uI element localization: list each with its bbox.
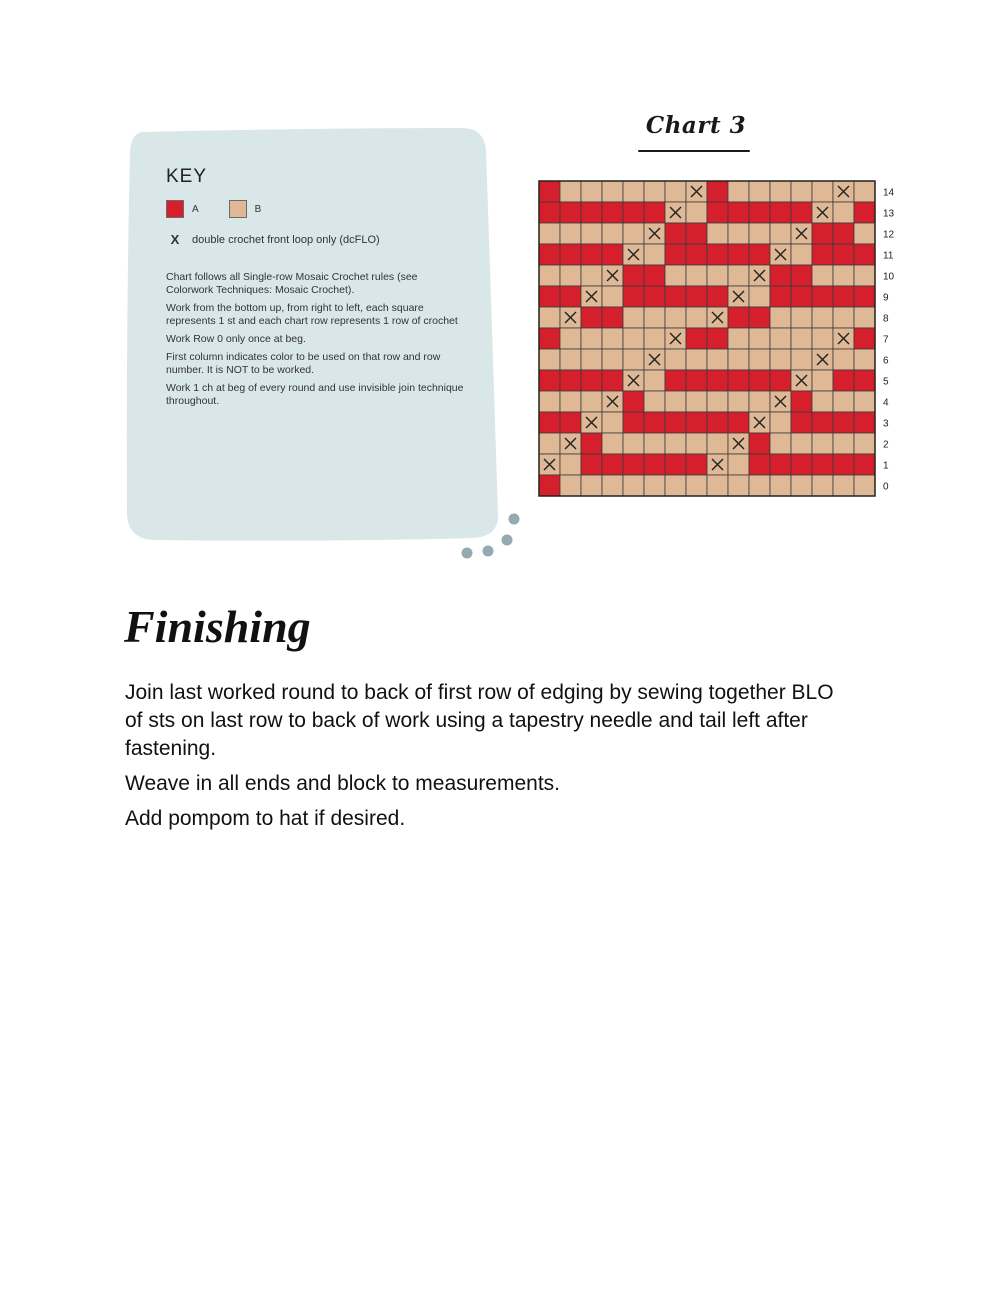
chart-cell [791, 475, 812, 496]
chart-cell [686, 475, 707, 496]
key-title: KEY [166, 166, 208, 187]
chart-cell [812, 286, 833, 307]
x-description: double crochet front loop only (dcFLO) [192, 233, 380, 246]
chart-cell [854, 307, 875, 328]
chart-cell [623, 391, 644, 412]
chart-cell [833, 412, 854, 433]
chart-cell [833, 454, 854, 475]
section-heading: Finishing [124, 601, 311, 652]
chart-cell [770, 202, 791, 223]
chart-row-label: 7 [883, 334, 889, 346]
chart-cell [833, 223, 854, 244]
chart-cell [854, 433, 875, 454]
chart-cell [623, 349, 644, 370]
decorative-dot [502, 535, 513, 546]
chart-cell [854, 454, 875, 475]
chart-cell [686, 370, 707, 391]
chart-cell [728, 475, 749, 496]
key-content [166, 166, 466, 413]
chart-cell [539, 433, 560, 454]
chart-cell [791, 244, 812, 265]
chart-cell [602, 475, 623, 496]
swatch-b [229, 200, 247, 218]
chart-cell [581, 244, 602, 265]
chart-row-label: 5 [883, 376, 889, 388]
chart-cell [728, 349, 749, 370]
chart-cell [728, 328, 749, 349]
chart-cell [854, 286, 875, 307]
chart-cell [539, 202, 560, 223]
chart-cell [539, 244, 560, 265]
decorative-dot [509, 514, 520, 525]
finishing-paragraph: Add pompom to hat if desired. [125, 807, 406, 830]
chart-cell [686, 223, 707, 244]
chart-cell [623, 307, 644, 328]
chart-cell [707, 349, 728, 370]
chart-cell [644, 370, 665, 391]
chart-cell [812, 265, 833, 286]
chart-cell [791, 433, 812, 454]
chart-cell [539, 286, 560, 307]
chart-cell [665, 370, 686, 391]
chart-cell [749, 202, 770, 223]
chart-cell [686, 202, 707, 223]
chart-cell [665, 286, 686, 307]
chart-cell [602, 454, 623, 475]
chart-cell [665, 475, 686, 496]
chart-cell [602, 181, 623, 202]
chart-cell [791, 391, 812, 412]
chart-cell [539, 370, 560, 391]
chart-cell [770, 307, 791, 328]
chart-cell [539, 391, 560, 412]
chart-cell [833, 370, 854, 391]
chart-cell [602, 433, 623, 454]
chart-cell [791, 286, 812, 307]
chart-cell [665, 307, 686, 328]
chart-cell [686, 412, 707, 433]
chart-cell [707, 286, 728, 307]
chart-cell [812, 391, 833, 412]
chart-cell [539, 265, 560, 286]
chart-cell [770, 412, 791, 433]
chart-cell [665, 181, 686, 202]
chart-cell [854, 223, 875, 244]
chart-cell [581, 307, 602, 328]
chart-cell [665, 391, 686, 412]
chart-cell [812, 328, 833, 349]
chart-cell [812, 454, 833, 475]
key-swatches [166, 198, 466, 220]
chart-cell [686, 454, 707, 475]
chart-cell [770, 370, 791, 391]
chart-cell [686, 328, 707, 349]
chart-cell [854, 475, 875, 496]
chart-cell [770, 328, 791, 349]
chart-cell [770, 181, 791, 202]
chart-cell [854, 370, 875, 391]
chart-cell [581, 454, 602, 475]
chart-cell [539, 223, 560, 244]
chart-cell [560, 454, 581, 475]
chart-cell [560, 202, 581, 223]
chart-cell [749, 370, 770, 391]
chart-cell [791, 265, 812, 286]
finishing-paragraph: Weave in all ends and block to measurements. [125, 772, 561, 795]
chart-cell [833, 202, 854, 223]
chart-cell [686, 349, 707, 370]
chart-cell [623, 412, 644, 433]
chart-cell [644, 307, 665, 328]
chart-cell [707, 202, 728, 223]
chart-cell [749, 286, 770, 307]
decorative-dot [462, 548, 473, 559]
chart-cell [644, 454, 665, 475]
chart-cell [581, 433, 602, 454]
chart-cell [707, 181, 728, 202]
chart-cell [770, 265, 791, 286]
chart-cell [854, 328, 875, 349]
chart-row-label: 4 [883, 397, 889, 409]
chart-cell [707, 370, 728, 391]
chart-cell [665, 433, 686, 454]
chart-cell [539, 349, 560, 370]
chart-cell [665, 265, 686, 286]
chart-cell [644, 475, 665, 496]
chart-cell [791, 454, 812, 475]
chart-cell [728, 181, 749, 202]
chart-cell [581, 202, 602, 223]
chart-cell [560, 244, 581, 265]
chart-cell [623, 454, 644, 475]
chart-cell [623, 265, 644, 286]
chart-row-label: 10 [883, 271, 895, 283]
chart-cell [581, 223, 602, 244]
chart-cell [749, 181, 770, 202]
chart-cell [833, 391, 854, 412]
chart-title: Chart 3 [645, 112, 747, 139]
chart-cell [623, 475, 644, 496]
chart-cell [749, 433, 770, 454]
chart-cell [728, 265, 749, 286]
chart-cell [707, 475, 728, 496]
chart-cell [560, 223, 581, 244]
chart-cell [770, 475, 791, 496]
chart-cell [602, 286, 623, 307]
chart-cell [581, 475, 602, 496]
chart-cell [560, 349, 581, 370]
chart-cell [833, 265, 854, 286]
chart-row-label: 2 [883, 439, 889, 451]
chart-cell [581, 328, 602, 349]
chart-cell [749, 307, 770, 328]
chart-cell [602, 412, 623, 433]
chart-cell [854, 244, 875, 265]
chart-cell [707, 244, 728, 265]
chart-cell [602, 223, 623, 244]
finishing-body [125, 679, 845, 840]
chart-cell [749, 475, 770, 496]
chart-cell [539, 412, 560, 433]
chart-row-label: 6 [883, 355, 889, 367]
chart-cell [833, 286, 854, 307]
chart-cell [770, 286, 791, 307]
chart-cell [728, 307, 749, 328]
chart-cell [539, 475, 560, 496]
chart-cell [686, 307, 707, 328]
chart-cell [833, 475, 854, 496]
chart-cell [791, 181, 812, 202]
swatch-a-label: A [192, 203, 199, 215]
chart-cell [791, 307, 812, 328]
chart-cell [833, 307, 854, 328]
chart-cell [560, 181, 581, 202]
key-note: Work 1 ch at beg of every round and use invisible join technique throughout. [166, 382, 464, 407]
chart-cell [665, 244, 686, 265]
chart-cell [854, 265, 875, 286]
chart-cell [644, 181, 665, 202]
chart-cell [602, 244, 623, 265]
chart-cell [854, 391, 875, 412]
chart-cell [854, 181, 875, 202]
chart-cell [707, 391, 728, 412]
chart-cell [560, 412, 581, 433]
x-symbol: X [170, 232, 180, 247]
chart-cell [686, 391, 707, 412]
chart-cell [770, 433, 791, 454]
chart-cell [539, 328, 560, 349]
chart-cell [707, 433, 728, 454]
chart-row-label: 14 [883, 187, 895, 199]
key-panel [124, 126, 500, 544]
chart-row-label: 12 [883, 229, 895, 241]
chart-cell [560, 475, 581, 496]
chart-cell [728, 391, 749, 412]
chart-cell [602, 307, 623, 328]
chart-cell [728, 202, 749, 223]
swatch-b-label: B [254, 203, 262, 215]
swatch-a [166, 200, 184, 218]
chart-row-label: 9 [883, 292, 889, 304]
chart-cell [833, 349, 854, 370]
chart-cell [707, 412, 728, 433]
chart-cell [665, 223, 686, 244]
key-note: First column indicates color to be used on that row and row number. It is NOT to be worked. [166, 351, 441, 376]
chart-cell [623, 202, 644, 223]
chart-cell [560, 265, 581, 286]
chart-row-label: 11 [883, 250, 894, 262]
chart-cell [728, 370, 749, 391]
chart-cell [581, 181, 602, 202]
chart-cell [770, 349, 791, 370]
chart-cell [707, 223, 728, 244]
key-note: Work from the bottom up, from right to left, each square represents 1 st and each chart row represents 1 row of crochet [166, 302, 458, 327]
chart-cell [812, 223, 833, 244]
chart-cell [791, 328, 812, 349]
chart-cell [812, 244, 833, 265]
chart-title-underline [638, 150, 750, 152]
key-x-row [166, 232, 466, 247]
chart-cell [560, 391, 581, 412]
chart-cell [791, 202, 812, 223]
chart-cell [581, 265, 602, 286]
chart-cell [728, 223, 749, 244]
chart-cell [623, 328, 644, 349]
chart-cell [623, 433, 644, 454]
chart-row-label: 13 [883, 208, 895, 220]
chart-cell [707, 328, 728, 349]
chart-cell [581, 391, 602, 412]
chart-cell [602, 328, 623, 349]
chart-cell [602, 202, 623, 223]
chart-cell [623, 286, 644, 307]
chart-cell [686, 433, 707, 454]
chart-row-label: 0 [883, 481, 889, 493]
chart-cell [770, 223, 791, 244]
chart-cell [644, 265, 665, 286]
chart-cell [833, 433, 854, 454]
chart-cell [749, 328, 770, 349]
mosaic-chart [538, 180, 895, 496]
chart-cell [581, 370, 602, 391]
chart-cell [812, 475, 833, 496]
chart-cell [707, 265, 728, 286]
chart-cell [539, 307, 560, 328]
chart-cell [791, 412, 812, 433]
chart-cell [728, 244, 749, 265]
chart-cell [749, 454, 770, 475]
chart-cell [812, 433, 833, 454]
chart-cell [644, 433, 665, 454]
chart-cell [686, 244, 707, 265]
chart-cell [644, 286, 665, 307]
finishing-paragraph: Join last worked round to back of first row of edging by sewing together BLO of sts on last row to back of work using a tapestry needle and tail left after fastening. [125, 681, 834, 760]
chart-cell [749, 349, 770, 370]
chart-cell [854, 412, 875, 433]
chart-cell [854, 349, 875, 370]
chart-cell [560, 286, 581, 307]
chart-cell [770, 454, 791, 475]
chart-cell [602, 370, 623, 391]
chart-cell [644, 412, 665, 433]
chart-cell [833, 244, 854, 265]
chart-cell [749, 223, 770, 244]
chart-cell [623, 223, 644, 244]
chart-cell [560, 328, 581, 349]
chart-cell [812, 181, 833, 202]
chart-cell [644, 328, 665, 349]
chart-cell [560, 370, 581, 391]
chart-cell [623, 181, 644, 202]
key-note: Work Row 0 only once at beg. [166, 333, 306, 345]
chart-cell [812, 412, 833, 433]
chart-cell [644, 391, 665, 412]
key-note: Chart follows all Single-row Mosaic Crochet rules (see Colorwork Techniques: Mosaic Crochet). [166, 271, 418, 296]
chart-cell [812, 307, 833, 328]
chart-cell [644, 202, 665, 223]
chart-cell [602, 349, 623, 370]
chart-cell [749, 391, 770, 412]
chart-cell [644, 244, 665, 265]
chart-cell [812, 370, 833, 391]
chart-cell [749, 244, 770, 265]
chart-cell [539, 181, 560, 202]
chart-cell [665, 454, 686, 475]
chart-row-label: 1 [883, 460, 889, 472]
chart-cell [665, 412, 686, 433]
chart-cell [686, 265, 707, 286]
chart-cell [791, 349, 812, 370]
chart-row-label: 8 [883, 313, 889, 325]
chart-row-label: 3 [883, 418, 889, 430]
decorative-dot [483, 546, 494, 557]
chart-cell [581, 349, 602, 370]
chart-cell [728, 412, 749, 433]
chart-cell [686, 286, 707, 307]
chart-cell [665, 349, 686, 370]
chart-cell [728, 454, 749, 475]
chart-cell [854, 202, 875, 223]
